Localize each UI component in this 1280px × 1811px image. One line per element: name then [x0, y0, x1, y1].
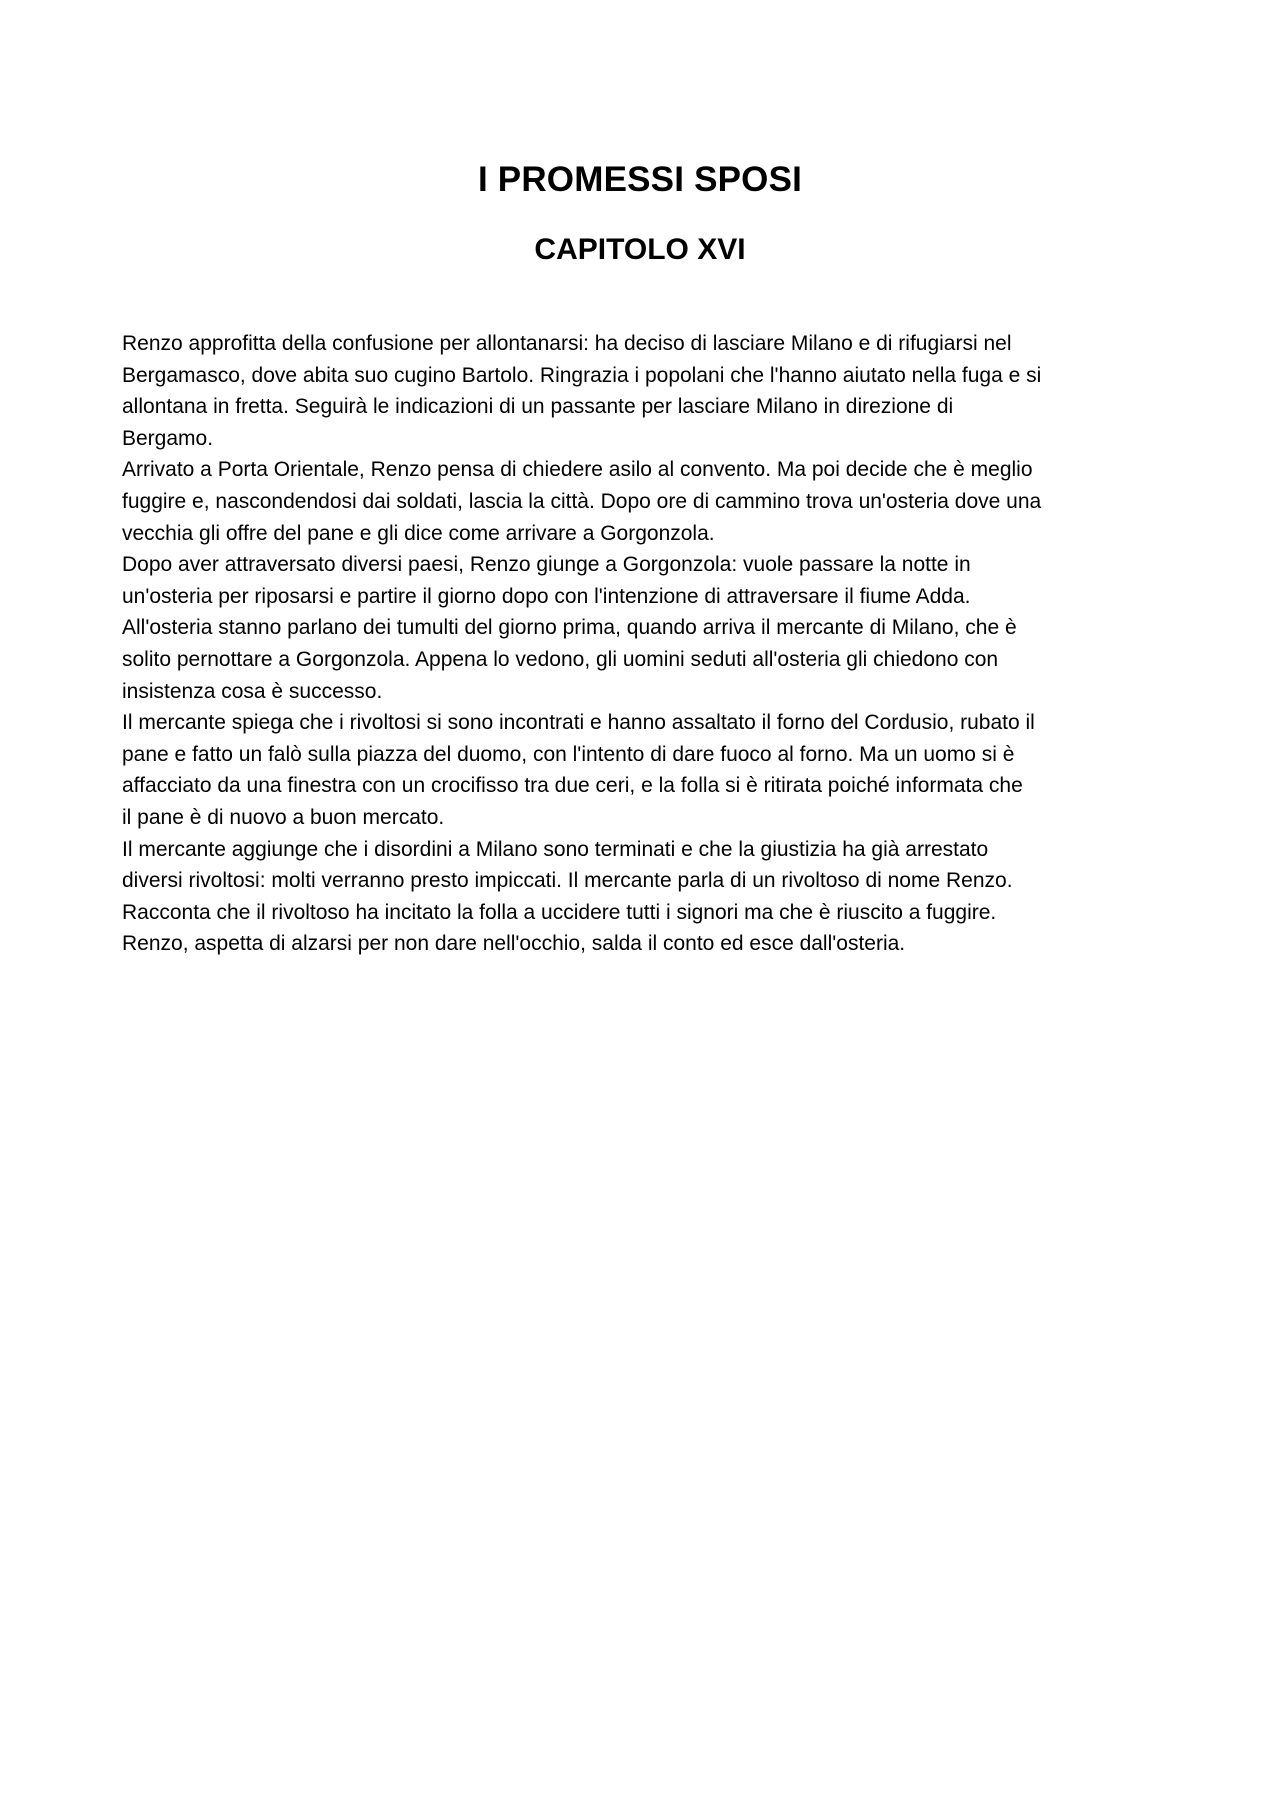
text-line: allontana in fretta. Seguirà le indicazioni di un passante per lasciare Milano in direzione di — [122, 395, 954, 419]
document-title: I PROMESSI SPOSI — [477, 160, 803, 199]
text-line: Racconta che il rivoltoso ha incitato la folla a uccidere tutti i signori ma che è riuscito a fuggire. — [122, 900, 997, 924]
chapter-subtitle: CAPITOLO XVI — [534, 233, 746, 266]
text-line: Bergamo. — [122, 426, 214, 450]
text-line: Dopo aver attraversato diversi paesi, Renzo giunge a Gorgonzola: vuole passare la notte in — [122, 553, 971, 577]
text-line: Arrivato a Porta Orientale, Renzo pensa di chiedere asilo al convento. Ma poi decide che è meglio — [122, 458, 1033, 482]
text-line: solito pernottare a Gorgonzola. Appena lo vedono, gli uomini seduti all'osteria gli chiedono con — [122, 647, 999, 671]
text-line: un'osteria per riposarsi e partire il giorno dopo con l'intenzione di attraversare il fiume Adda. — [122, 584, 971, 608]
chapter-summary — [122, 328, 1182, 960]
text-line: All'osteria stanno parlano dei tumulti del giorno prima, quando arriva il mercante di Milano, che è — [122, 616, 1017, 640]
text-line: diversi rivoltosi: molti verranno presto impiccati. Il mercante parla di un rivoltoso di nome Renzo. — [122, 869, 1013, 893]
text-line: vecchia gli offre del pane e gli dice come arrivare a Gorgonzola. — [122, 521, 715, 545]
text-line: il pane è di nuovo a buon mercato. — [122, 805, 445, 829]
text-line: pane e fatto un falò sulla piazza del duomo, con l'intento di dare fuoco al forno. Ma un uomo si è — [122, 742, 1015, 766]
text-line: affacciato da una finestra con un crocifisso tra due ceri, e la folla si è ritirata poiché informata che — [122, 774, 1023, 798]
text-line: Renzo, aspetta di alzarsi per non dare nell'occhio, salda il conto ed esce dall'osteria. — [122, 932, 906, 956]
text-line: Il mercante aggiunge che i disordini a Milano sono terminati e che la giustizia ha già arrestato — [122, 837, 989, 861]
text-line: insistenza cosa è successo. — [122, 679, 383, 703]
text-line: fuggire e, nascondendosi dai soldati, lascia la città. Dopo ore di cammino trova un'osteria dove una — [122, 489, 1042, 513]
text-line: Il mercante spiega che i rivoltosi si sono incontrati e hanno assaltato il forno del Cordusio, rubato il — [122, 711, 1035, 735]
text-line: Bergamasco, dove abita suo cugino Bartolo. Ringrazia i popolani che l'hanno aiutato nella fuga e si — [122, 363, 1042, 387]
text-line: Renzo approfitta della confusione per allontanarsi: ha deciso di lasciare Milano e di rifugiarsi nel — [122, 332, 1012, 355]
